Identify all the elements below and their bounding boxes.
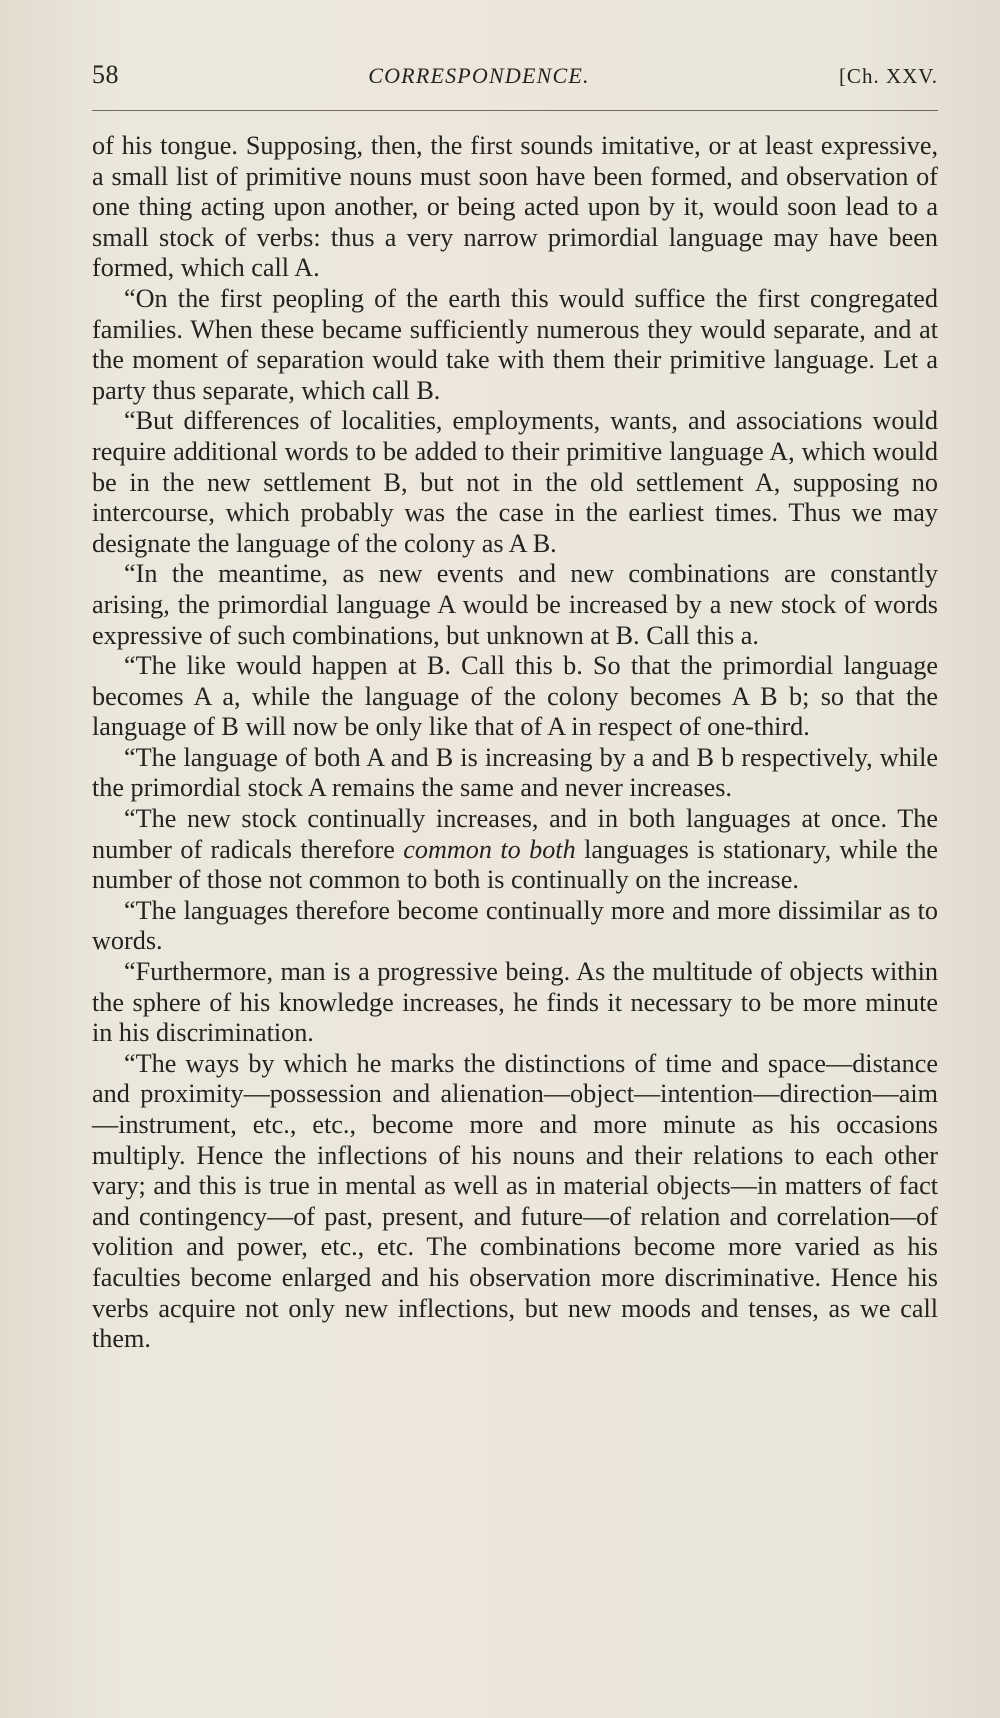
paragraph-furthermore: “Furthermore, man is a progressive being. As the multitude of objects within the sphere of his knowledge increases, he finds it necessary to be more minute in his discrimination. — [92, 957, 938, 1048]
paragraph-new-stock-end: languages is stationary, while the number of those not common to both is continually on the increase. — [92, 834, 939, 895]
paragraph-new-stock — [92, 804, 938, 896]
paragraph-like-would-happen: “The like would happen at B. Call this b. So that the primordial language becomes A a, while the language of the colony becomes A B b; so that the language of B will now be only like that of A in respect of one-third. — [92, 651, 938, 742]
page-number: 58 — [92, 60, 119, 89]
paragraph-first-peopling: “On the first peopling of the earth this would suffice the first congregated families. When these became sufficiently numerous they would separate, and at the moment of separation would take with them their primitive language. Let a party thus separate, which call B. — [92, 283, 938, 405]
paragraph-continuation: of his tongue. Supposing, then, the first sounds imitative, or at least expressive, a small list of primitive nouns must soon have been formed, and observation of one thing acting upon another, or being acted upon by it, would soon lead to a small stock of verbs: thus a very narrow primordial language may have been formed, which call A. — [92, 131, 938, 283]
emphasis-common-to-both: common to both — [403, 834, 576, 864]
paragraph-language-increasing: “The language of both A and B is increasing by a and B b respectively, while the primordial stock A remains the same and never increases. — [92, 742, 938, 803]
paragraph-meantime: “In the meantime, as new events and new combinations are constantly arising, the primordial language A would be increased by a new stock of words expressive of such combinations, but unknown at B. Call this a. — [92, 559, 938, 650]
paragraph-new-stock-start: “The new stock continually increases, and in both languages at once. The number of radicals therefore — [92, 804, 938, 864]
chapter-reference: [Ch. XXV. — [838, 64, 938, 88]
paragraph-ways: “The ways by which he marks the distinctions of time and space—distance and proximity—possession and alienation—object—intention—direction—aim—instrument, etc., etc., become more and more minute as his occasions multiply. Hence the inflections of his nouns and their relations to each other vary; and this is true in mental as well as in material objects—in matters of fact and contingency—of past, present, and future—of relation and correlation—of volition and power, etc., etc. The combinations become more varied as his faculties become enlarged and his observation more discriminative. Hence his verbs acquire not only new inflections, but new moods and tenses, as we call them. — [92, 1048, 938, 1354]
paragraph-differences: “But differences of localities, employments, wants, and associations would require additional words to be added to their primitive language A, which would be in the new settlement B, but not in the old settlement A, supposing no intercourse, which probably was the case in the earliest times. Thus we may designate the language of the colony as A B. — [92, 406, 938, 558]
running-head — [92, 60, 938, 104]
paragraph-dissimilar: “The languages therefore become continually more and more dissimilar as to words. — [92, 895, 938, 956]
running-title: CORRESPONDENCE. — [368, 63, 590, 88]
header-rule — [92, 110, 938, 111]
body-text — [92, 131, 938, 1355]
